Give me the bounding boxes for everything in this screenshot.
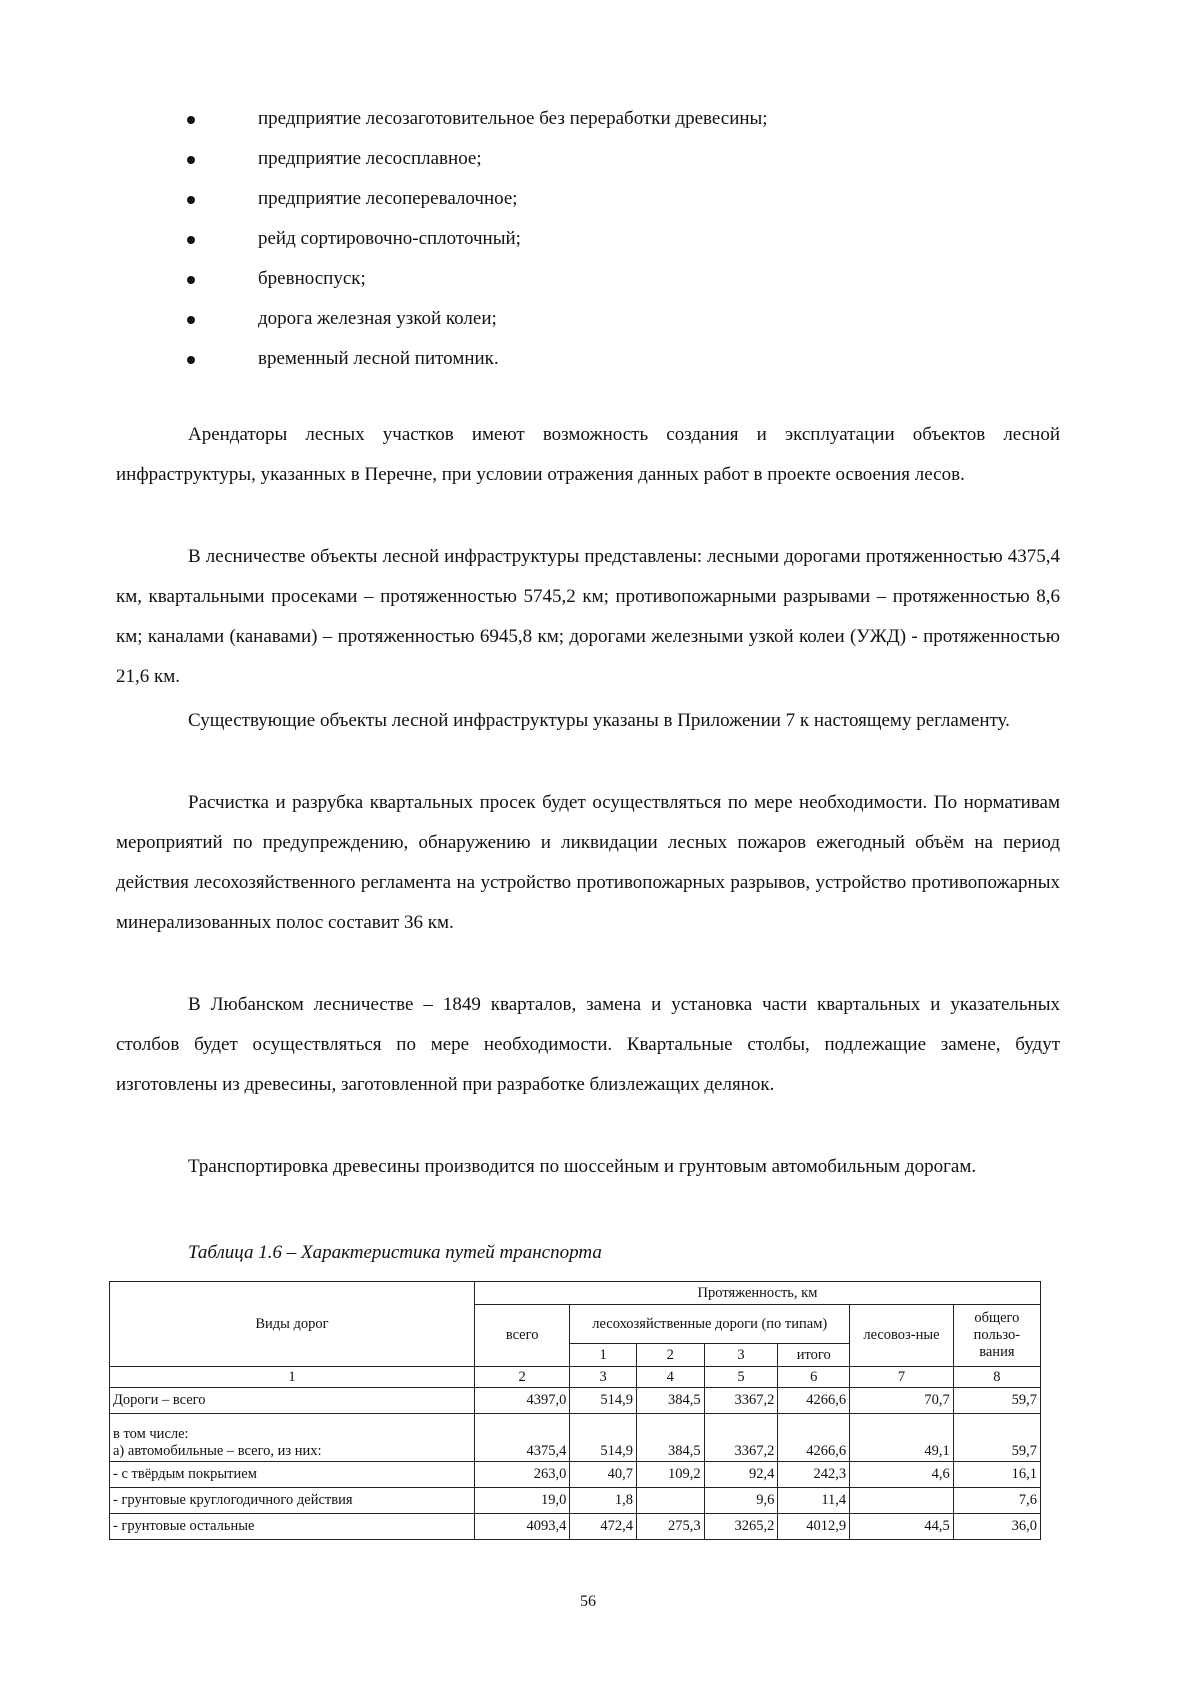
- table-cell: 275,3: [636, 1514, 704, 1540]
- table-cell: 92,4: [704, 1462, 778, 1488]
- table-cell: 59,7: [953, 1414, 1040, 1462]
- paragraph-existing-objects: Существующие объекты лесной инфраструктуры указаны в Приложении 7 к настоящему регламенту.: [188, 710, 1010, 731]
- column-index: 2: [474, 1367, 569, 1388]
- header-subtotal: итого: [778, 1344, 850, 1367]
- table-cell: 109,2: [636, 1462, 704, 1488]
- header-logging: лесовоз-ные: [850, 1305, 954, 1367]
- row-label-line: в том числе:: [113, 1426, 189, 1442]
- table-cell: 4093,4: [474, 1514, 569, 1540]
- table-row: [110, 1388, 1041, 1414]
- table-cell: 384,5: [636, 1414, 704, 1462]
- list-item-text: рейд сортировочно-сплоточный;: [258, 228, 521, 249]
- paragraph-infrastructure: В лесничестве объекты лесной инфраструктуры представлены: лесными дорогами протяженностью 4375,4 км, квартальными просеками – протяженностью 5745,2 км; противопожарными разрывами – протяженностью 8,6 км; каналами (канавами) – протяженностью 6945,8 км; дорогами железными узкой колеи (УЖД) - протяженностью 21,6 км.: [116, 546, 1060, 687]
- row-label: [110, 1414, 475, 1462]
- table-cell: 11,4: [778, 1488, 850, 1514]
- paragraph-clearing: Расчистка и разрубка квартальных просек будет осуществляться по мере необходимости. По нормативам мероприятий по предупреждению, обнаружению и ликвидации лесных пожаров ежегодный объём на период действия лесохозяйственного регламента на устройство противопожарных разрывов, устройство противопожарных минерализованных полос составит 36 км.: [116, 792, 1060, 933]
- bullet-dot-icon: [187, 316, 195, 324]
- table-cell: 4266,6: [778, 1388, 850, 1414]
- row-label-line: а) автомобильные – всего, из них:: [113, 1443, 322, 1459]
- table-cell: 59,7: [953, 1388, 1040, 1414]
- table-row: [110, 1514, 1041, 1540]
- bullet-dot-icon: [187, 356, 195, 364]
- table-cell: 384,5: [636, 1388, 704, 1414]
- bullet-dot-icon: [187, 116, 195, 124]
- row-label: - грунтовые круглогодичного действия: [110, 1488, 475, 1514]
- table-cell: 70,7: [850, 1388, 954, 1414]
- table-cell: [850, 1488, 954, 1514]
- table-cell: 4397,0: [474, 1388, 569, 1414]
- bullet-list: [180, 108, 1080, 388]
- table-cell: 9,6: [704, 1488, 778, 1514]
- table-cell: 514,9: [570, 1388, 637, 1414]
- table-cell: [636, 1488, 704, 1514]
- page-number: 56: [580, 1593, 596, 1610]
- list-item: [180, 308, 1080, 348]
- table-row: [110, 1414, 1041, 1462]
- row-label: Дороги – всего: [110, 1388, 475, 1414]
- column-index: 7: [850, 1367, 954, 1388]
- paragraph-tenants: Арендаторы лесных участков имеют возможность создания и эксплуатации объектов лесной инфраструктуры, указанных в Перечне, при условии отражения данных работ в проекте освоения лесов.: [116, 424, 1060, 485]
- table-cell: 40,7: [570, 1462, 637, 1488]
- header-length: Протяженность, км: [474, 1282, 1040, 1305]
- list-item: [180, 148, 1080, 188]
- header-total: всего: [474, 1305, 569, 1367]
- table-caption: Таблица 1.6 – Характеристика путей транспорта: [188, 1242, 602, 1263]
- table-cell: 263,0: [474, 1462, 569, 1488]
- table-cell: 44,5: [850, 1514, 954, 1540]
- row-label: - с твёрдым покрытием: [110, 1462, 475, 1488]
- column-index: 3: [570, 1367, 637, 1388]
- list-item-text: временный лесной питомник.: [258, 348, 499, 369]
- table-cell: 4,6: [850, 1462, 954, 1488]
- table-cell: 4266,6: [778, 1414, 850, 1462]
- table-cell: 3367,2: [704, 1388, 778, 1414]
- column-index: 6: [778, 1367, 850, 1388]
- header-type-2: 2: [636, 1344, 704, 1367]
- column-index: 8: [953, 1367, 1040, 1388]
- table-cell: 49,1: [850, 1414, 954, 1462]
- list-item: [180, 268, 1080, 308]
- table-cell: 3367,2: [704, 1414, 778, 1462]
- bullet-dot-icon: [187, 156, 195, 164]
- table-cell: 3265,2: [704, 1514, 778, 1540]
- list-item: [180, 108, 1080, 148]
- list-item-text: предприятие лесозаготовительное без переработки древесины;: [258, 108, 768, 129]
- header-road-types: Виды дорог: [110, 1282, 475, 1367]
- table-cell: 19,0: [474, 1488, 569, 1514]
- table-cell: 7,6: [953, 1488, 1040, 1514]
- header-public: общего пользо-вания: [953, 1305, 1040, 1367]
- transport-table: [109, 1281, 1041, 1540]
- column-index: 1: [110, 1367, 475, 1388]
- list-item: [180, 188, 1080, 228]
- column-index: 5: [704, 1367, 778, 1388]
- table-header-row: [110, 1282, 1041, 1305]
- row-label: - грунтовые остальные: [110, 1514, 475, 1540]
- bullet-dot-icon: [187, 276, 195, 284]
- list-item-text: предприятие лесоперевалочное;: [258, 188, 518, 209]
- table-cell: 16,1: [953, 1462, 1040, 1488]
- list-item: [180, 228, 1080, 268]
- table-cell: 36,0: [953, 1514, 1040, 1540]
- list-item-text: бревноспуск;: [258, 268, 366, 289]
- table-index-row: [110, 1367, 1041, 1388]
- table-cell: 1,8: [570, 1488, 637, 1514]
- header-type-1: 1: [570, 1344, 637, 1367]
- paragraph-lyuban-forestry: В Любанском лесничестве – 1849 кварталов, замена и установка части квартальных и указательных столбов будет осуществляться по мере необходимости. Квартальные столбы, подлежащие замене, будут изготовлены из древесины, заготовленной при разработке близлежащих делянок.: [116, 994, 1060, 1095]
- table-cell: 242,3: [778, 1462, 850, 1488]
- paragraph-transport: Транспортировка древесины производится по шоссейным и грунтовым автомобильным дорогам.: [188, 1156, 977, 1177]
- header-type-3: 3: [704, 1344, 778, 1367]
- header-forest-roads: лесохозяйственные дороги (по типам): [570, 1305, 850, 1344]
- table-cell: 4375,4: [474, 1414, 569, 1462]
- table-row: [110, 1462, 1041, 1488]
- table-row: [110, 1488, 1041, 1514]
- list-item-text: предприятие лесосплавное;: [258, 148, 482, 169]
- column-index: 4: [636, 1367, 704, 1388]
- table-cell: 514,9: [570, 1414, 637, 1462]
- list-item-text: дорога железная узкой колеи;: [258, 308, 497, 329]
- list-item: [180, 348, 1080, 388]
- bullet-dot-icon: [187, 196, 195, 204]
- table-cell: 4012,9: [778, 1514, 850, 1540]
- table-cell: 472,4: [570, 1514, 637, 1540]
- bullet-dot-icon: [187, 236, 195, 244]
